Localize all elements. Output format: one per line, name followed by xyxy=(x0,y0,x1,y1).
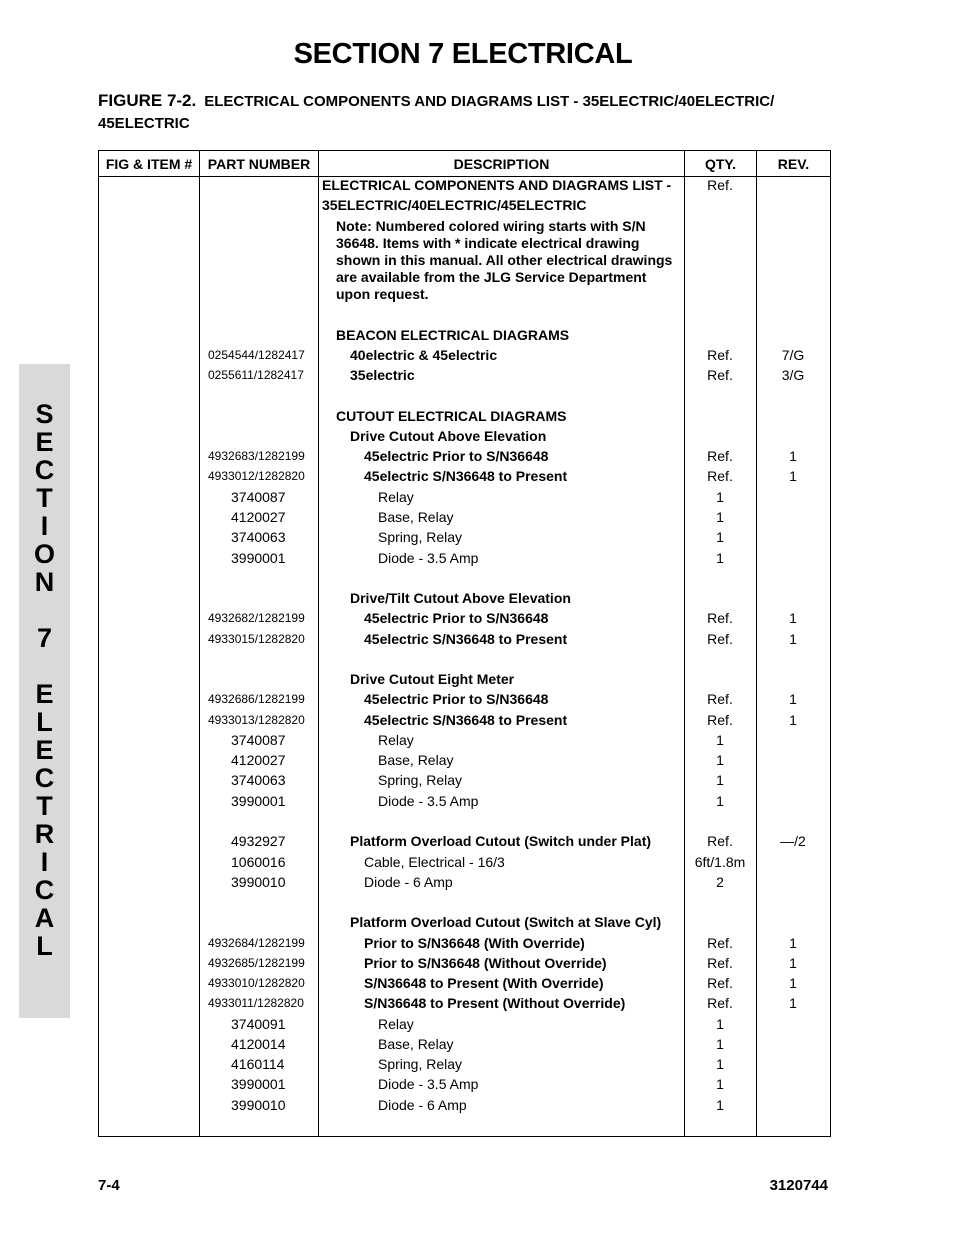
description-cell: CUTOUT ELECTRICAL DIAGRAMS xyxy=(336,408,567,424)
qty-cell: 1 xyxy=(716,509,724,525)
figure-caption xyxy=(98,90,838,135)
col-header-rev: REV. xyxy=(757,151,831,177)
qty-cell: 1 xyxy=(716,1016,724,1032)
side-tab-letter: T xyxy=(36,483,53,513)
side-tab-letter: C xyxy=(34,875,55,905)
qty-cell: Ref. xyxy=(707,995,733,1011)
qty-cell: Ref. xyxy=(707,610,733,626)
description-cell: S/N36648 to Present (Without Override) xyxy=(364,995,626,1011)
description-cell: ELECTRICAL COMPONENTS AND DIAGRAMS LIST - xyxy=(322,177,672,193)
part-number-cell: 0254544/1282417 xyxy=(208,348,305,362)
description-cell: Drive Cutout Eight Meter xyxy=(350,671,515,687)
part-number-cell: 4120014 xyxy=(231,1036,286,1052)
part-number-cell: 4120027 xyxy=(231,752,286,768)
side-tab-letter: L xyxy=(36,931,53,961)
qty-cell: 1 xyxy=(716,489,724,505)
qty-cell: Ref. xyxy=(707,955,733,971)
rev-cell: 1 xyxy=(789,935,797,951)
qty-cell: 1 xyxy=(716,732,724,748)
qty-cell: Ref. xyxy=(707,347,733,363)
side-tab-letter: A xyxy=(34,903,55,933)
qty-cell: Ref. xyxy=(707,691,733,707)
part-number-cell: 4933011/1282820 xyxy=(208,996,304,1010)
side-tab-letter: C xyxy=(34,455,55,485)
side-tab-letter: E xyxy=(35,427,54,457)
description-cell: Base, Relay xyxy=(378,752,454,768)
side-tab-letter: I xyxy=(40,511,49,541)
description-cell: Relay xyxy=(378,732,414,748)
description-cell: 45electric S/N36648 to Present xyxy=(364,468,568,484)
qty-cell: Ref. xyxy=(707,177,733,193)
page-number: 7-4 xyxy=(98,1177,120,1194)
description-cell: Diode - 6 Amp xyxy=(364,874,453,890)
description-cell: Spring, Relay xyxy=(378,1056,463,1072)
rev-cell: 1 xyxy=(789,955,797,971)
part-number-cell: 3740087 xyxy=(231,489,286,505)
side-tab-letter: S xyxy=(35,399,54,429)
description-cell: Note: Numbered colored wiring starts with S/N xyxy=(336,218,646,234)
description-cell: 45electric Prior to S/N36648 xyxy=(364,691,549,707)
rev-cell: 1 xyxy=(789,712,797,728)
description-cell: upon request. xyxy=(336,286,429,302)
description-cell: 40electric & 45electric xyxy=(350,347,498,363)
qty-cell: 1 xyxy=(716,1076,724,1092)
part-number-cell: 4120027 xyxy=(231,509,286,525)
qty-cell: 2 xyxy=(716,874,724,890)
part-number-cell: 4933010/1282820 xyxy=(208,976,305,990)
description-cell: Prior to S/N36648 (With Override) xyxy=(364,935,585,951)
qty-column xyxy=(685,177,757,1137)
part-number-cell: 1060016 xyxy=(231,854,286,870)
description-column xyxy=(319,177,685,1137)
qty-cell: Ref. xyxy=(707,468,733,484)
side-tab-letter: R xyxy=(34,819,55,849)
qty-cell: Ref. xyxy=(707,367,733,383)
qty-cell: Ref. xyxy=(707,833,733,849)
description-cell: are available from the JLG Service Department xyxy=(336,269,647,285)
part-number-cell: 4933013/1282820 xyxy=(208,713,305,727)
part-number-cell: 3740091 xyxy=(231,1016,286,1032)
qty-cell: 1 xyxy=(716,550,724,566)
description-cell: 35electric xyxy=(350,367,415,383)
description-cell: 35ELECTRIC/40ELECTRIC/45ELECTRIC xyxy=(322,197,587,213)
col-header-fig-item: FIG & ITEM # xyxy=(99,151,200,177)
side-tab-letter: L xyxy=(36,707,53,737)
description-cell: shown in this manual. All other electrical drawings xyxy=(336,252,673,268)
table-body-row xyxy=(99,177,831,1137)
part-number-cell: 4933015/1282820 xyxy=(208,632,305,646)
side-tab-letter: O xyxy=(33,539,55,569)
description-cell: 45electric S/N36648 to Present xyxy=(364,631,568,647)
description-cell: 45electric Prior to S/N36648 xyxy=(364,610,549,626)
rev-cell: 1 xyxy=(789,468,797,484)
part-number-cell: 4932686/1282199 xyxy=(208,692,305,706)
qty-cell: 1 xyxy=(716,1056,724,1072)
qty-cell: 1 xyxy=(716,772,724,788)
qty-cell: Ref. xyxy=(707,448,733,464)
description-cell: Drive/Tilt Cutout Above Elevation xyxy=(350,590,571,606)
document-number: 3120744 xyxy=(769,1177,828,1194)
part-number-cell: 3990010 xyxy=(231,874,286,890)
part-number-cell: 0255611/1282417 xyxy=(208,368,304,382)
description-cell: Diode - 3.5 Amp xyxy=(378,1076,479,1092)
col-header-description: DESCRIPTION xyxy=(319,151,685,177)
rev-cell: 1 xyxy=(789,975,797,991)
qty-cell: Ref. xyxy=(707,975,733,991)
section-side-tab xyxy=(19,364,70,1018)
description-cell: Diode - 3.5 Amp xyxy=(378,793,479,809)
description-cell: Diode - 6 Amp xyxy=(378,1097,467,1113)
rev-cell: 3/G xyxy=(781,367,805,383)
side-tab-letter: I xyxy=(40,847,49,877)
part-number-cell: 3990001 xyxy=(231,550,286,566)
rev-cell: 1 xyxy=(789,448,797,464)
part-number-cell: 4933012/1282820 xyxy=(208,469,305,483)
col-header-qty: QTY. xyxy=(685,151,757,177)
part-number-cell: 4932684/1282199 xyxy=(208,936,305,950)
description-cell: Relay xyxy=(378,489,414,505)
col-header-part-number: PART NUMBER xyxy=(200,151,319,177)
description-cell: S/N36648 to Present (With Override) xyxy=(364,975,604,991)
description-cell: Platform Overload Cutout (Switch under Plat) xyxy=(350,833,652,849)
part-number-cell: 3990001 xyxy=(231,1076,286,1092)
description-cell: BEACON ELECTRICAL DIAGRAMS xyxy=(336,327,570,343)
part-number-cell: 3740063 xyxy=(231,529,286,545)
rev-column xyxy=(757,177,831,1137)
rev-cell: 1 xyxy=(789,631,797,647)
description-cell: Base, Relay xyxy=(378,1036,454,1052)
qty-cell: 1 xyxy=(716,793,724,809)
part-number-cell: 4160114 xyxy=(231,1056,285,1072)
qty-cell: Ref. xyxy=(707,935,733,951)
side-tab-letter: C xyxy=(34,763,55,793)
qty-cell: Ref. xyxy=(707,631,733,647)
table-header-row xyxy=(99,151,831,177)
qty-cell: 1 xyxy=(716,1097,724,1113)
rev-cell: 7/G xyxy=(781,347,805,363)
qty-cell: 6ft/1.8m xyxy=(694,854,746,870)
description-cell: 45electric Prior to S/N36648 xyxy=(364,448,549,464)
rev-cell: —/2 xyxy=(780,833,806,849)
description-cell: Spring, Relay xyxy=(378,529,463,545)
side-tab-letter: E xyxy=(35,679,54,709)
rev-cell: 1 xyxy=(789,610,797,626)
description-cell: Spring, Relay xyxy=(378,772,463,788)
side-tab-letter: 7 xyxy=(36,623,53,653)
side-tab-letter: E xyxy=(35,735,54,765)
part-number-cell: 3740087 xyxy=(231,732,286,748)
part-number-cell: 4932685/1282199 xyxy=(208,956,305,970)
part-number-cell: 3990010 xyxy=(231,1097,286,1113)
description-cell: Drive Cutout Above Elevation xyxy=(350,428,547,444)
part-number-cell: 4932683/1282199 xyxy=(208,449,305,463)
qty-cell: Ref. xyxy=(707,712,733,728)
figure-label: FIGURE 7-2. xyxy=(98,91,197,110)
qty-cell: 1 xyxy=(716,752,724,768)
side-tab-letters xyxy=(19,400,70,960)
qty-cell: 1 xyxy=(716,1036,724,1052)
figure-title: ELECTRICAL COMPONENTS AND DIAGRAMS LIST - 35ELECTRIC/40ELECTRIC/ 45ELECTRIC xyxy=(98,93,775,132)
rev-cell: 1 xyxy=(789,995,797,1011)
section-title: SECTION 7 ELECTRICAL xyxy=(293,38,633,70)
description-cell: Platform Overload Cutout (Switch at Slave Cyl) xyxy=(350,914,662,930)
description-cell: Diode - 3.5 Amp xyxy=(378,550,479,566)
side-tab-letter xyxy=(19,596,70,624)
qty-cell: 1 xyxy=(716,529,724,545)
part-number-cell: 4932682/1282199 xyxy=(208,611,305,625)
part-number-cell: 3990001 xyxy=(231,793,286,809)
part-number-column xyxy=(200,177,319,1137)
part-number-cell: 3740063 xyxy=(231,772,286,788)
rev-cell: 1 xyxy=(789,691,797,707)
side-tab-letter xyxy=(19,652,70,680)
description-cell: 36648. Items with * indicate electrical drawing xyxy=(336,235,640,251)
fig-item-column xyxy=(99,177,200,1137)
description-cell: Cable, Electrical - 16/3 xyxy=(364,854,505,870)
side-tab-letter: T xyxy=(36,791,53,821)
description-cell: 45electric S/N36648 to Present xyxy=(364,712,568,728)
description-cell: Prior to S/N36648 (Without Override) xyxy=(364,955,607,971)
side-tab-letter: N xyxy=(34,567,55,597)
description-cell: Base, Relay xyxy=(378,509,454,525)
description-cell: Relay xyxy=(378,1016,414,1032)
part-number-cell: 4932927 xyxy=(231,833,286,849)
